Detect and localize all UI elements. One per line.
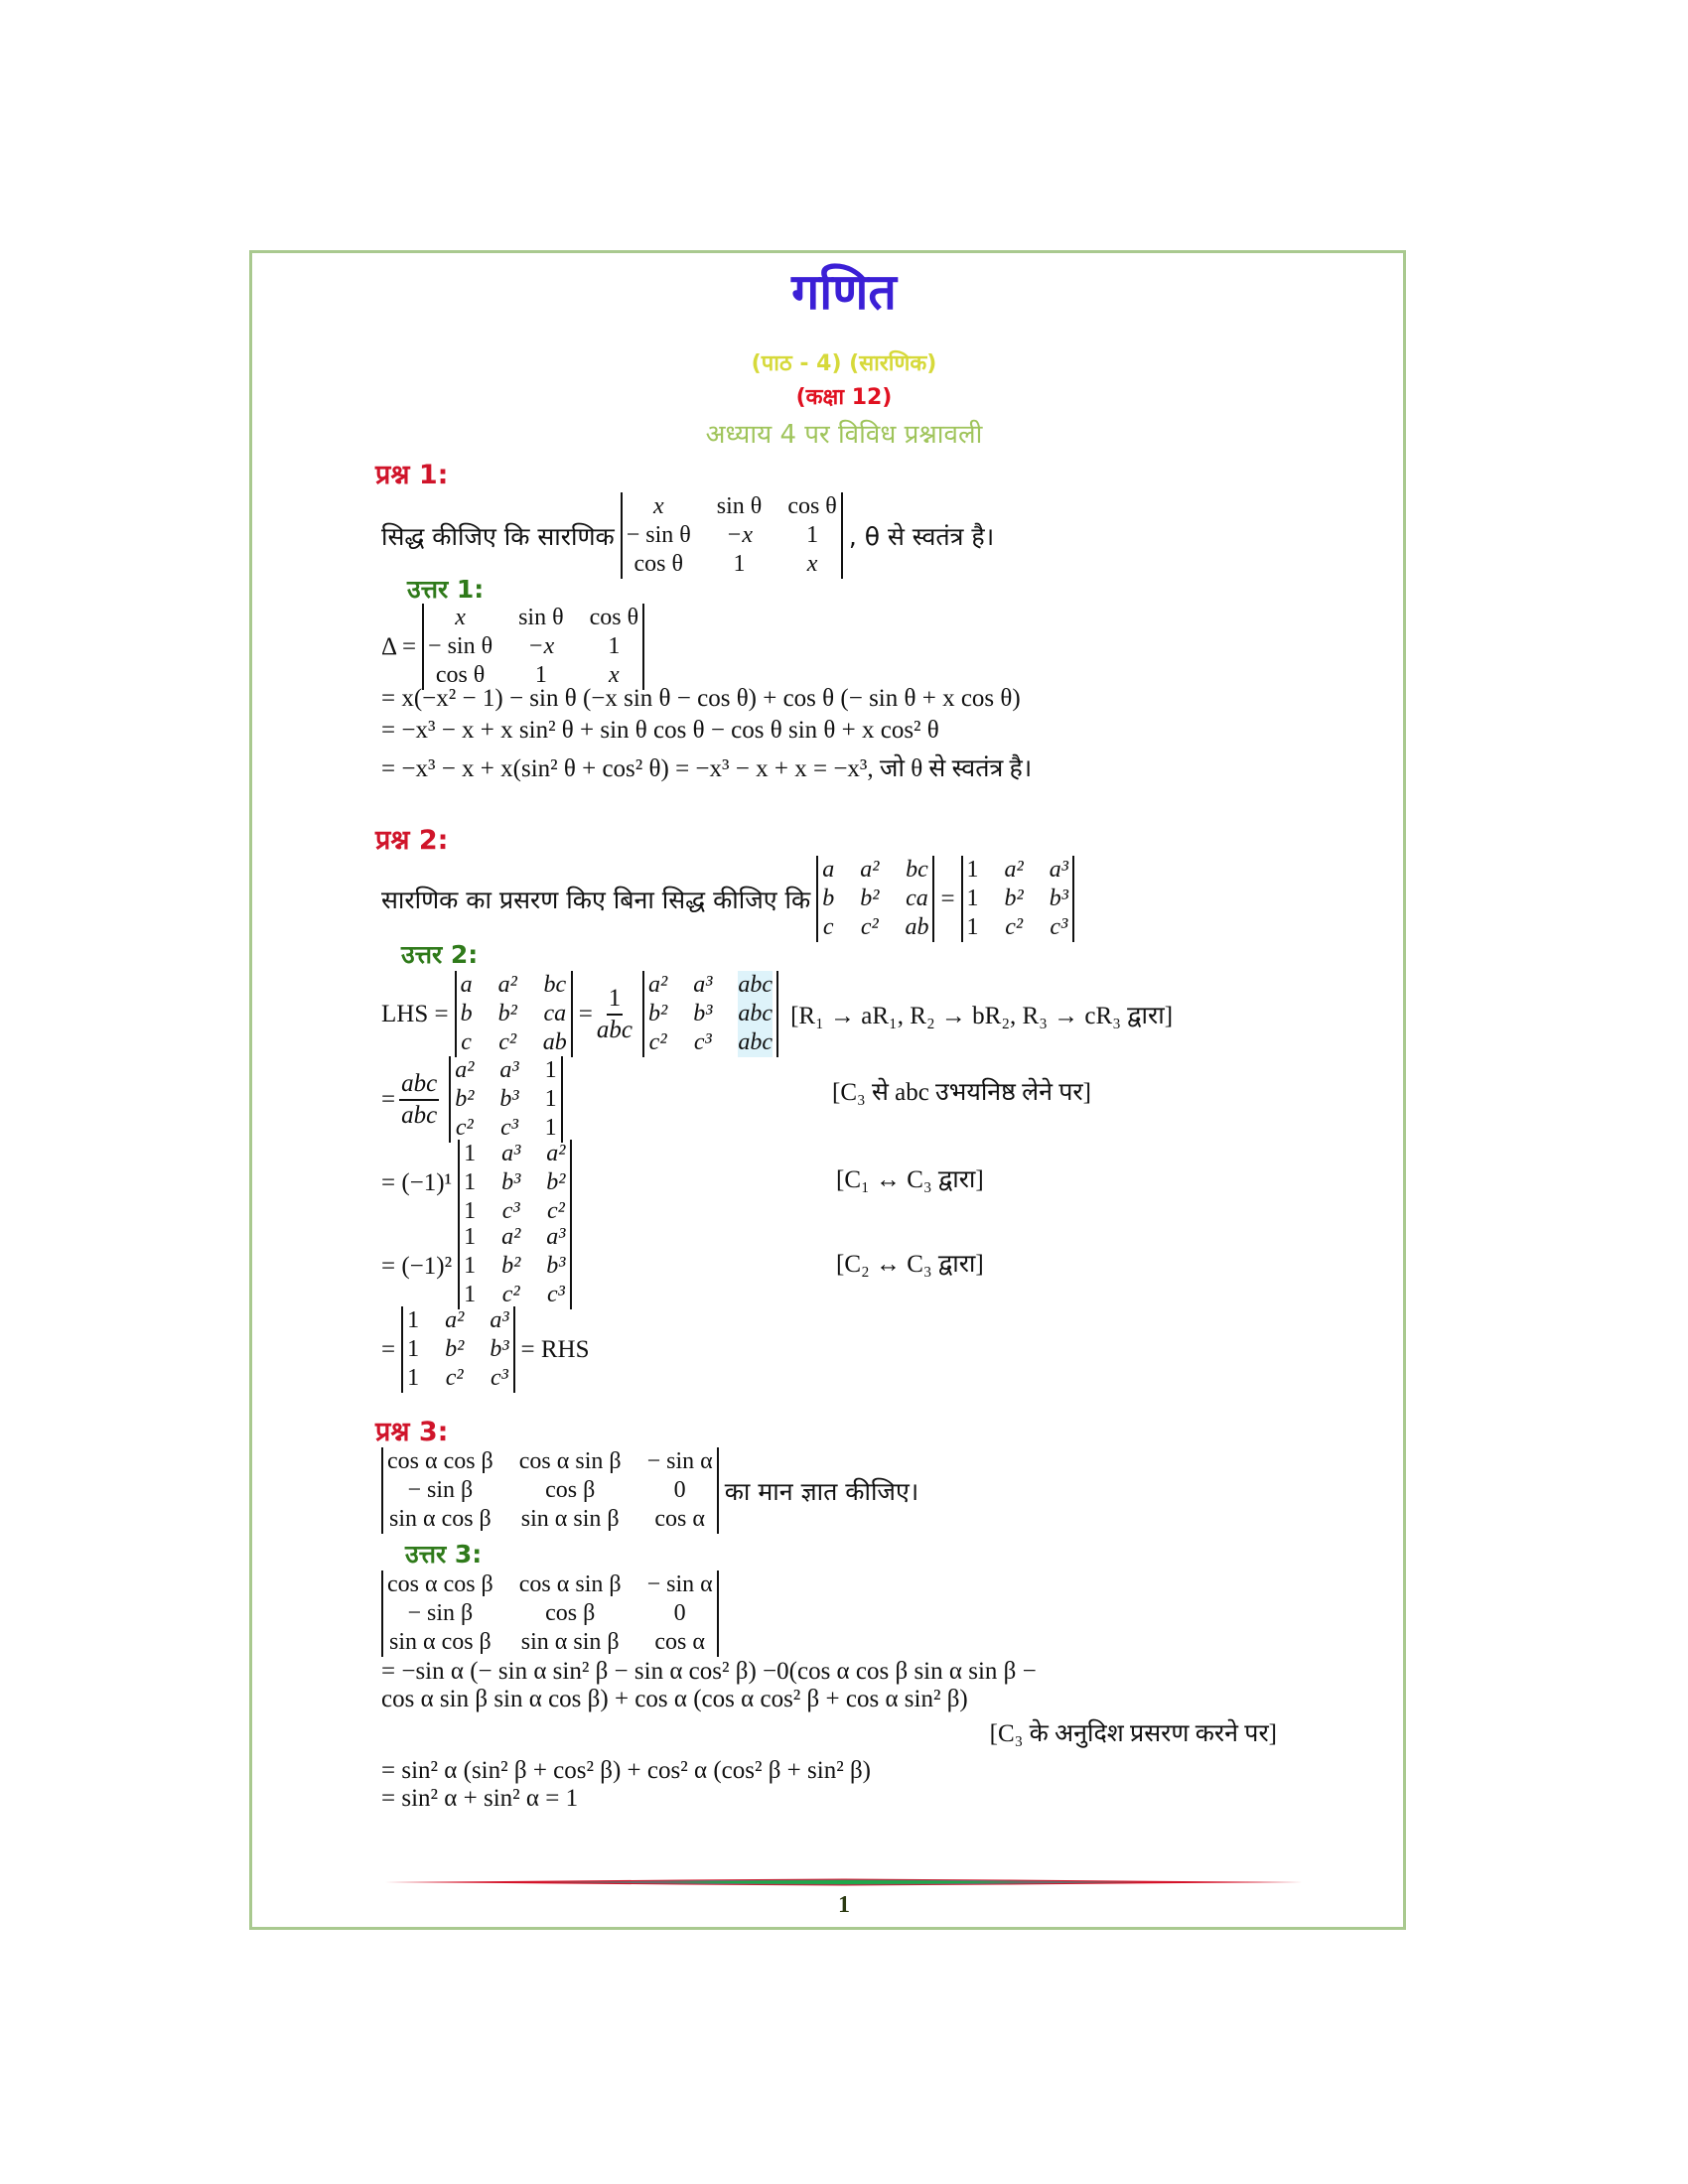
question-3-label: प्रश्न 3: bbox=[375, 1417, 449, 1447]
answer-1-label: उत्तर 1: bbox=[407, 575, 485, 604]
question-1-label: प्रश्न 1: bbox=[375, 460, 449, 490]
answer-3-note: [C₃ के अनुदिश प्रसरण करने पर] bbox=[989, 1720, 1277, 1747]
answer-3-step-2: cos α sin β sin α cos β) + cos α (cos α cos² β + cos α sin² β) bbox=[381, 1686, 968, 1712]
answer-2-step-2-determinant: a² a³ 1 b² b³ 1 c² c³ 1 bbox=[449, 1056, 562, 1143]
answer-2-step-3-note: [C₁ ↔ C₃ द्वारा] bbox=[836, 1166, 984, 1193]
question-3-determinant: cos α cos β cos α sin β − sin α − sin β cos β 0 sin α cos β sin α sin β cos α bbox=[381, 1447, 719, 1534]
question-2-statement: सारणिक का प्रसरण किए बिना सिद्ध कीजिए कि a a² bc b b² ca c c² ab = 1 a² a³ 1 b² b³ 1 c² c³ bbox=[381, 856, 1080, 942]
question-2-rhs-determinant: 1 a² a³ 1 b² b³ 1 c² c³ bbox=[961, 856, 1074, 942]
answer-1-delta: Δ = x sin θ cos θ − sin θ −x 1 cos θ 1 x bbox=[381, 604, 650, 690]
answer-3-label: उत्तर 3: bbox=[405, 1540, 483, 1569]
question-2-prompt: सारणिक का प्रसरण किए बिना सिद्ध कीजिए कि bbox=[381, 885, 811, 914]
answer-2-lhs-determinant: a a² bc b b² ca c c² ab bbox=[455, 971, 573, 1057]
page-title: गणित bbox=[791, 263, 897, 321]
question-3-suffix: का मान ज्ञात कीजिए। bbox=[724, 1476, 919, 1506]
answer-2-step-3: = (−1)¹ 1 a³ a² 1 b³ b² 1 c³ c² bbox=[381, 1140, 578, 1226]
question-1-prompt: सिद्ध कीजिए कि सारणिक bbox=[381, 521, 615, 551]
answer-1-step-1: = x(−x² − 1) − sin θ (−x sin θ − cos θ) + cos θ (− sin θ + x cos θ) bbox=[381, 685, 1021, 712]
question-1-determinant: x sin θ cos θ − sin θ −x 1 cos θ 1 x bbox=[621, 492, 843, 579]
answer-2-step-4-note: [C₂ ↔ C₃ द्वारा] bbox=[836, 1251, 984, 1278]
answer-3-step-4: = sin² α + sin² α = 1 bbox=[381, 1785, 579, 1812]
question-3-statement bbox=[381, 1447, 918, 1534]
answer-2-step-3-determinant: 1 a³ a² 1 b³ b² 1 c³ c² bbox=[458, 1140, 571, 1226]
question-2-lhs-determinant: a a² bc b b² ca c c² ab bbox=[816, 856, 934, 942]
exercise-subtitle: अध्याय 4 पर विविध प्रश्नावली bbox=[705, 420, 983, 450]
answer-2-step-1-note: [R₁ → aR₁, R₂ → bR₂, R₃ → cR₃ द्वारा] bbox=[790, 1002, 1174, 1029]
answer-2-step-1: LHS = a a² bc b b² ca c c² ab = $\frac{1}{\text{abc}}$ a² a³ abc b² b³ abc c² c³ abc [R₁ → aR₁, R₂ → bR₂, R₃ → cR₃ द्वारा] bbox=[381, 972, 1174, 1055]
answer-3-step-3: = sin² α (sin² β + cos² β) + cos² α (cos² β + sin² β) bbox=[381, 1757, 871, 1784]
page-number: 1 bbox=[838, 1892, 850, 1918]
question-2-label: प्रश्न 2: bbox=[375, 825, 449, 856]
answer-2-label: उत्तर 2: bbox=[401, 940, 479, 969]
answer-2-step-4: = (−1)² 1 a² a³ 1 b² b³ 1 c² c³ bbox=[381, 1223, 578, 1309]
answer-2-step-5-determinant: 1 a² a³ 1 b² b³ 1 c² c³ bbox=[401, 1306, 514, 1393]
fraction-1-over-abc: $\frac{1}{\text{abc}}$ bbox=[596, 984, 633, 1043]
answer-3-determinant: cos α cos β cos α sin β − sin α − sin β cos β 0 sin α cos β sin α sin β cos α bbox=[381, 1570, 719, 1657]
answer-1-determinant: x sin θ cos θ − sin θ −x 1 cos θ 1 x bbox=[422, 604, 644, 690]
question-1-statement bbox=[381, 492, 994, 579]
answer-1-step-3: = −x³ − x + x(sin² θ + cos² θ) = −x³ − x + x = −x³, जो θ से स्वतंत्र है। bbox=[381, 755, 1033, 782]
answer-3-determinant-row bbox=[381, 1570, 725, 1657]
answer-2-step-2: = $\frac{\text{abc}}{\text{abc}}$ a² a³ 1 b² b³ 1 c² c³ 1 bbox=[381, 1056, 569, 1143]
class-subtitle: (कक्षा 12) bbox=[795, 385, 893, 410]
answer-3-step-1: = −sin α (− sin α sin² β − sin α cos² β) −0(cos α cos β sin α sin β − bbox=[381, 1658, 1037, 1685]
chapter-subtitle: (पाठ - 4) (सारणिक) bbox=[751, 351, 937, 376]
fraction-abc-over-abc: $\frac{\text{abc}}{\text{abc}}$ bbox=[401, 1069, 438, 1129]
footer-divider bbox=[385, 1878, 1303, 1886]
answer-2-step-2-note: [C₃ से abc उभयनिष्ठ लेने पर] bbox=[832, 1079, 1091, 1106]
answer-1-step-2: = −x³ − x + x sin² θ + sin θ cos θ − cos θ sin θ + x cos² θ bbox=[381, 717, 939, 744]
answer-2-step-4-determinant: 1 a² a³ 1 b² b³ 1 c² c³ bbox=[458, 1223, 571, 1309]
question-1-suffix: , θ से स्वतंत्र है। bbox=[848, 521, 995, 551]
answer-2-step-1-determinant: a² a³ abc b² b³ abc c² c³ abc bbox=[642, 971, 778, 1057]
answer-2-step-5: = 1 a² a³ 1 b² b³ 1 c² c³ = RHS bbox=[381, 1307, 590, 1391]
